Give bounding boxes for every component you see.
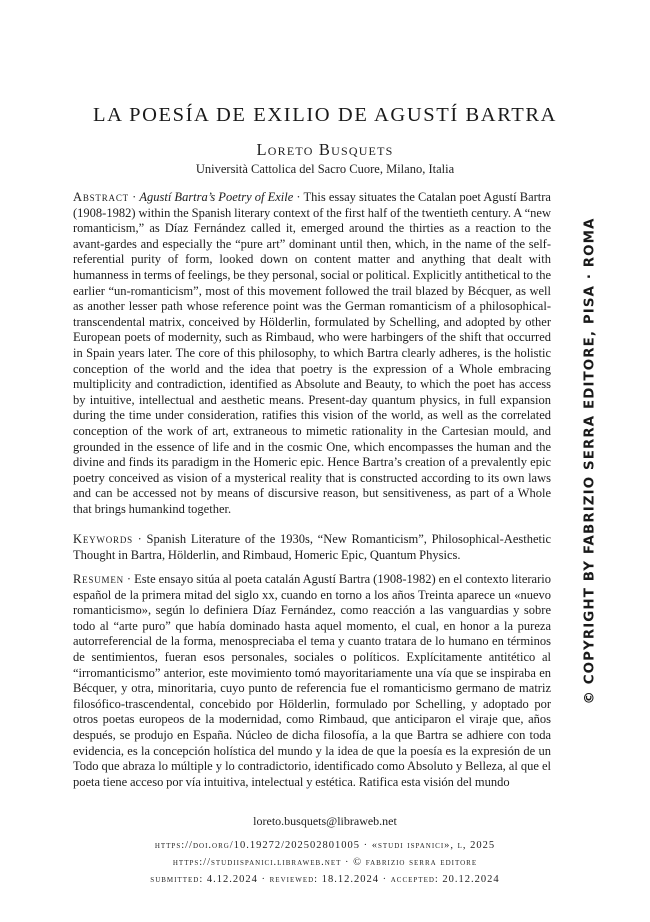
resumen-label: Resumen bbox=[73, 572, 124, 586]
author-name: Loreto Busquets bbox=[256, 140, 394, 159]
journal-url-line: https://studiispanici.libraweb.net · © fabrizio serra editore bbox=[172, 857, 478, 868]
author-email: loreto.busquets@libraweb.net bbox=[253, 814, 397, 828]
resumen-text: Este ensayo sitúa al poeta catalán Agustí Bartra (1908-1982) en el contexto literario español de la primera mitad del siglo xx, cuando en torno a los años Treinta aparece un «nuevo romanticismo», según lo definiera Díaz Fernández, como reacción a las vanguardias y sobre todo al “arte puro” que había dominado hasta aquel momento, el cual, en honor a la pureza autorreferencial de la forma, menospreciaba el tema y cuanto tratara de lo humano en términos de sentimientos, fueran esos personales, sociales o políticos. Explícitamente antitético al “irromanticismo” anterior, este movimiento tomó mayoritariamente una vía que se inspiraba en Bécquer, y otra, minoritaria, cuyo punto de referencia fue el romanticismo germano de matriz filosófico-trascendental, concebido por Hölderlin, formulado por Schelling, y adoptado por otros poetas europeos de la modernidad, como Rimbaud, que anticiparon el viraje que, años después, se produjo en España. Núcleo de dicha filosofía, a la que Bartra se adhiere con toda evidencia, es la concepción holística del mundo y la idea de que la poesía es la expresión de un Todo que abraza lo múltiple y lo contradictorio, identificado como Absoluto y Belleza, al que el poeta tiene acceso por vía intuitiva, intelectual y estética. Ratifica esta visión del mundo bbox=[73, 572, 551, 789]
article-title: LA POESÍA DE EXILIO DE AGUSTÍ BARTRA bbox=[92, 104, 558, 126]
abstract-paragraph bbox=[73, 190, 551, 517]
keywords-separator: · bbox=[132, 532, 147, 546]
abstract-separator: · bbox=[128, 190, 140, 204]
copyright-text: © COPYRIGHT BY FABRIZIO SERRA EDITORE, PISA · ROMA bbox=[582, 217, 598, 705]
resumen-paragraph bbox=[73, 572, 551, 790]
keywords-text: Spanish Literature of the 1930s, “New Romanticism”, Philosophical-Aesthetic Thought in Bartra, Hölderlin, and Rimbaud, Homeric Epic, Quantum Physics. bbox=[73, 532, 551, 562]
abstract-english-title: Agustí Bartra’s Poetry of Exile bbox=[139, 190, 294, 204]
resumen-separator: · bbox=[123, 572, 135, 586]
keywords-paragraph bbox=[73, 532, 551, 563]
abstract-text: This essay situates the Catalan poet Agustí Bartra (1908-1982) within the Spanish literary context of the first half of the twentieth century. A “new romanticism,” as Díaz Fernández called it, emerged around the thirties as a reaction to the avant-gardes and especially the “pure art” dominant until then, which, in the name of the self-referential purity of form, looked down on content matter and anything that dealt with humanness in terms of feelings, be they personal, social or political. Explicitly antithetical to the earlier “un-romanticism”, most of this movement followed the trail blazed by Bécquer, as well as another lesser path whose reference point was the German romanticism of a philosophical-transcendental matrix, conceived by Hölderlin, formulated by Schelling, and adopted by other European poets of modernity, such as Rimbaud, who were harbingers of the shift that occurred in Spain years later. The core of this philosophy, to which Bartra clearly adheres, is the holistic conception of the world and the idea that poetry is the expression of a Whole embracing multiplicity and contradiction, identified as Absolute and Beauty, to which the poet has access by intuitive, intellectual and aesthetic means. Present-day quantum physics, in full expansion during the time under consideration, ratifies this vision of the world, as well as the correlated conception of the work of art, extraneous to mimetic rationality in the Cartesian mould, and grounded in the essence of life and in the cosmic One, which encompasses the human and the divine and finds its paradigm in the Homeric epic. Hence Bartra’s creation of a prevalently epic poetry conceived as vision of a mysterical reality that is constructed according to its own laws and can be accessed not by means of discursive reason, but sensitiveness, as part of a Whole that brings humankind together. bbox=[73, 190, 551, 516]
keywords-label: Keywords bbox=[73, 532, 133, 546]
abstract-label: Abstract bbox=[73, 190, 129, 204]
author-affiliation: Università Cattolica del Sacro Cuore, Milano, Italia bbox=[195, 162, 455, 176]
submission-dates-line: submitted: 4.12.2024 · reviewed: 18.12.2024 · accepted: 20.12.2024 bbox=[150, 874, 500, 885]
copyright-sidebar bbox=[579, 217, 601, 705]
abstract-separator-2: · bbox=[293, 190, 304, 204]
doi-line: https://doi.org/10.19272/202502801005 · «studi ispanici», l, 2025 bbox=[154, 840, 496, 851]
